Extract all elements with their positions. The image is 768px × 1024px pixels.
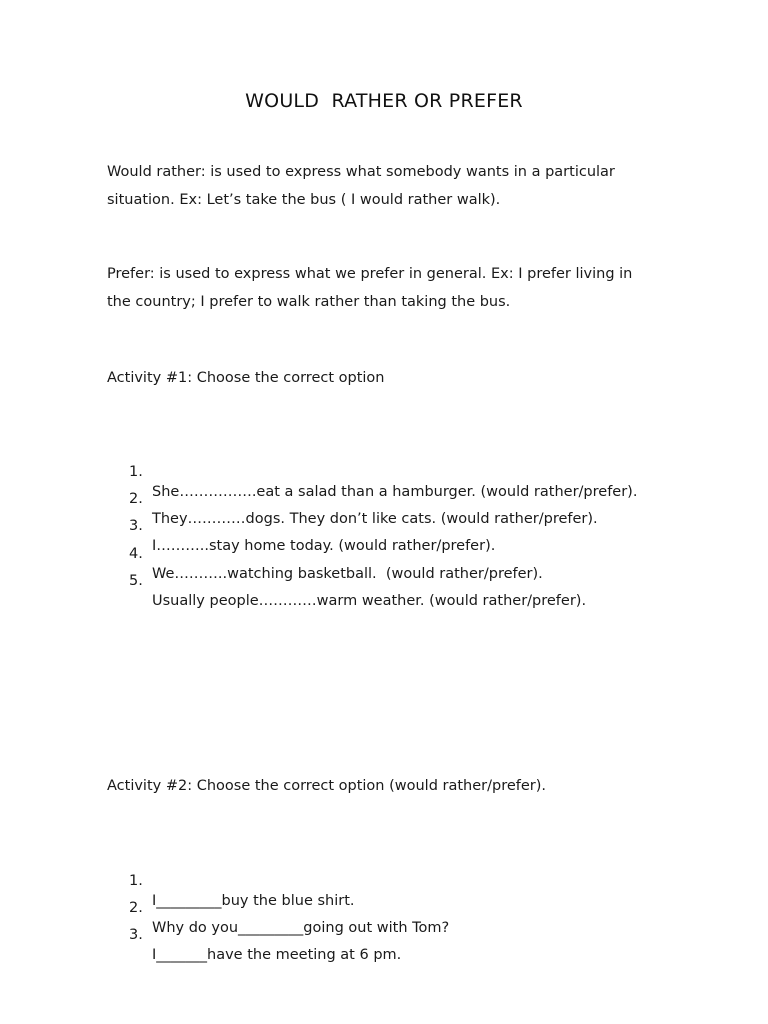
list-item bbox=[107, 905, 707, 964]
item-text: Why do you_________going out with Tom? bbox=[152, 920, 450, 937]
item-number: 1. bbox=[129, 873, 143, 889]
activity-2-heading: Activity #2: Choose the correct option (would rather/prefer). bbox=[107, 778, 547, 794]
paragraph-line: Prefer: is used to express what we prefer in general. Ex: I prefer living in bbox=[107, 266, 633, 282]
item-number: 1. bbox=[129, 464, 143, 480]
paragraph-line: situation. Ex: Let’s take the bus ( I would rather walk). bbox=[107, 191, 501, 208]
item-text: I_________buy the blue shirt. bbox=[152, 893, 355, 909]
list-item bbox=[107, 878, 707, 937]
paragraph-line: Would rather: is used to express what somebody wants in a particular bbox=[107, 164, 615, 180]
item-text: She…………….eat a salad than a hamburger. (would rather/prefer). bbox=[152, 484, 638, 500]
item-text: They…………dogs. They don’t like cats. (would rather/prefer). bbox=[152, 511, 598, 528]
item-number: 2. bbox=[129, 491, 143, 508]
item-text: Usually people…………warm weather. (would rather/prefer). bbox=[152, 592, 587, 609]
activity-1-heading: Activity #1: Choose the correct option bbox=[107, 370, 385, 386]
list-item bbox=[107, 851, 707, 909]
document-title: WOULD RATHER OR PREFER bbox=[245, 90, 523, 112]
prefer-definition bbox=[107, 261, 677, 316]
list-item bbox=[107, 442, 707, 500]
item-text: We………..watching basketball. (would rather/prefer). bbox=[152, 565, 543, 582]
list-item bbox=[107, 496, 707, 555]
list-item bbox=[107, 524, 707, 582]
item-number: 3. bbox=[129, 518, 143, 535]
item-number: 5. bbox=[129, 572, 143, 589]
list-item bbox=[107, 469, 707, 528]
item-text: I_______have the meeting at 6 pm. bbox=[152, 947, 402, 964]
paragraph-line: the country; I prefer to walk rather than taking the bus. bbox=[107, 293, 511, 310]
item-number: 4. bbox=[129, 545, 143, 562]
list-item bbox=[107, 551, 707, 609]
activity-2-list bbox=[107, 851, 707, 964]
activity-1-list bbox=[107, 442, 707, 609]
item-number: 3. bbox=[129, 927, 143, 944]
item-number: 2. bbox=[129, 900, 143, 917]
would-rather-definition bbox=[107, 159, 677, 214]
item-text: I………..stay home today. (would rather/prefer). bbox=[152, 538, 496, 555]
